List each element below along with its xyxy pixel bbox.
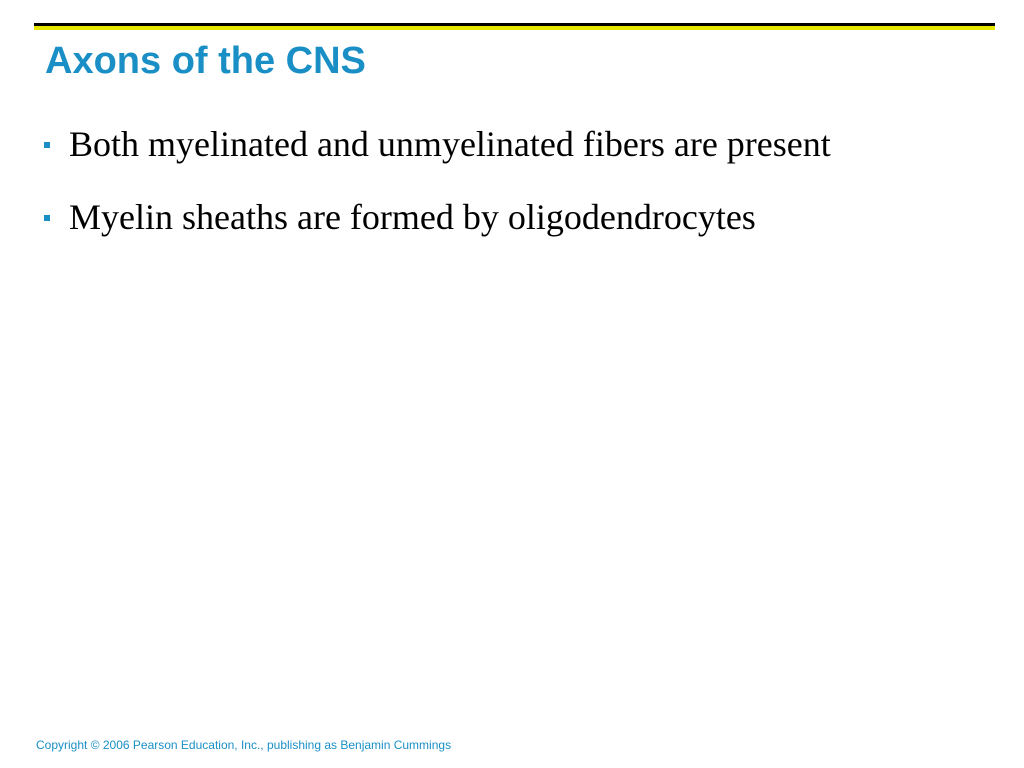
square-bullet-icon bbox=[44, 215, 50, 221]
bullet-text: Myelin sheaths are formed by oligodendrocytes bbox=[69, 197, 756, 237]
slide-title: Axons of the CNS bbox=[45, 40, 366, 82]
bullet-list bbox=[44, 120, 924, 266]
title-rule-highlight bbox=[34, 26, 995, 30]
bullet-item bbox=[44, 120, 924, 168]
bullet-item bbox=[44, 193, 924, 241]
bullet-text: Both myelinated and unmyelinated fibers are present bbox=[69, 124, 831, 164]
square-bullet-icon bbox=[44, 142, 50, 148]
title-rule bbox=[34, 23, 995, 30]
copyright-footer: Copyright © 2006 Pearson Education, Inc., publishing as Benjamin Cummings bbox=[36, 738, 452, 752]
